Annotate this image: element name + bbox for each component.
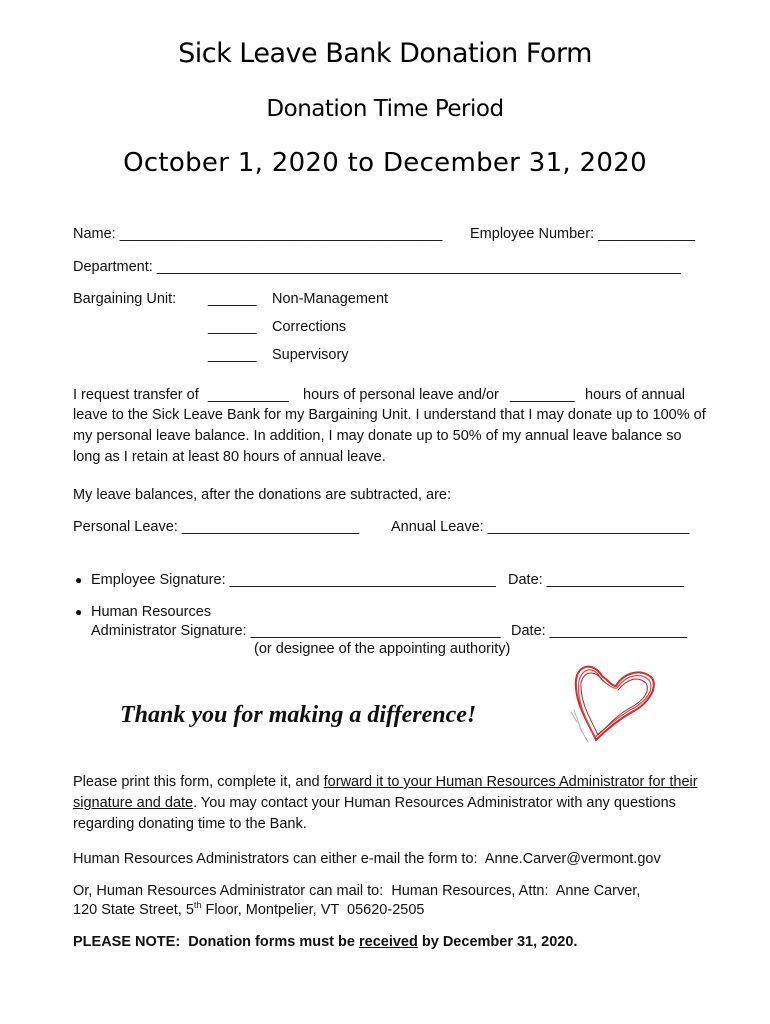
personal-leave-field[interactable]: Personal Leave: ______________________ bbox=[73, 519, 360, 535]
note-emphasis: received bbox=[359, 934, 418, 950]
forward-instruction: forward it to your Human Resources Administrator for their signature and date bbox=[73, 774, 698, 811]
form-subtitle: Donation Time Period bbox=[266, 96, 504, 122]
mail-instruction-line1: Or, Human Resources Administrator can mail to: Human Resources, Attn: Anne Carver, bbox=[73, 883, 641, 899]
ordinal-suffix: th bbox=[193, 900, 202, 910]
thank-you-message: Thank you for making a difference! bbox=[120, 702, 477, 728]
hr-date-field[interactable]: Date: _________________ bbox=[511, 623, 687, 639]
instructions-paragraph bbox=[73, 772, 713, 835]
address-text: Floor, Montpelier, VT 05620-2505 bbox=[201, 902, 425, 918]
designee-note: (or designee of the appointing authority) bbox=[254, 641, 511, 657]
employee-date-field[interactable]: Date: _________________ bbox=[508, 572, 684, 588]
balances-intro: My leave balances, after the donations are subtracted, are: bbox=[73, 487, 452, 503]
employee-number-field[interactable]: Employee Number: ____________ bbox=[470, 226, 695, 242]
unit-option-blank[interactable]: ______ bbox=[208, 319, 257, 335]
request-text-start: I request transfer of bbox=[73, 387, 199, 403]
email-instruction: Human Resources Administrators can either e-mail the form to: Anne.Carver@vermont.gov bbox=[73, 851, 661, 867]
request-text-mid: hours of personal leave and/or bbox=[303, 387, 499, 403]
note-text: by December 31, 2020. bbox=[417, 934, 578, 950]
instructions-text: Please print this form, complete it, and bbox=[73, 774, 324, 790]
hr-signature-field[interactable]: Administrator Signature: _______________________________ bbox=[91, 623, 501, 639]
form-title: Sick Leave Bank Donation Form bbox=[178, 38, 592, 69]
employee-signature-field[interactable]: Employee Signature: _________________________________ bbox=[91, 572, 496, 588]
address-text: 120 State Street, 5 bbox=[73, 902, 194, 918]
bargaining-unit-label: Bargaining Unit: bbox=[73, 291, 177, 307]
personal-hours-blank[interactable]: __________ bbox=[208, 387, 289, 403]
unit-option-blank[interactable]: ______ bbox=[208, 291, 257, 307]
annual-leave-field[interactable]: Annual Leave: _________________________ bbox=[391, 519, 690, 535]
note-text: PLEASE NOTE: Donation forms must be bbox=[73, 934, 359, 950]
name-field[interactable]: Name: ________________________________________ bbox=[73, 226, 443, 242]
donation-period: October 1, 2020 to December 31, 2020 bbox=[123, 148, 647, 178]
annual-hours-blank[interactable]: ________ bbox=[510, 387, 575, 403]
department-field[interactable]: Department: _________________________________________________________________ bbox=[73, 259, 681, 275]
please-note bbox=[73, 934, 577, 950]
request-text-end: hours of annual bbox=[585, 387, 685, 403]
bullet-icon: ● bbox=[75, 573, 83, 587]
request-paragraph: leave to the Sick Leave Bank for my Bargaining Unit. I understand that I may donate up to 100% of my personal leave balance. In addition, I may donate up to 50% of my annual leave balance so long as I retain at least 80 hours of annual leave. bbox=[73, 407, 706, 465]
hr-signature-label: Human Resources bbox=[91, 604, 212, 620]
unit-option-label: Corrections bbox=[272, 319, 347, 335]
heart-icon bbox=[568, 652, 660, 744]
instructions-text: . You may contact your Human Resources Administrator with any questions regarding donating time to the Bank. bbox=[73, 795, 676, 832]
bullet-icon: ● bbox=[75, 605, 83, 619]
unit-option-label: Non-Management bbox=[272, 291, 389, 307]
mail-instruction-line2 bbox=[73, 901, 424, 919]
unit-option-blank[interactable]: ______ bbox=[208, 347, 257, 363]
unit-option-label: Supervisory bbox=[272, 347, 349, 363]
